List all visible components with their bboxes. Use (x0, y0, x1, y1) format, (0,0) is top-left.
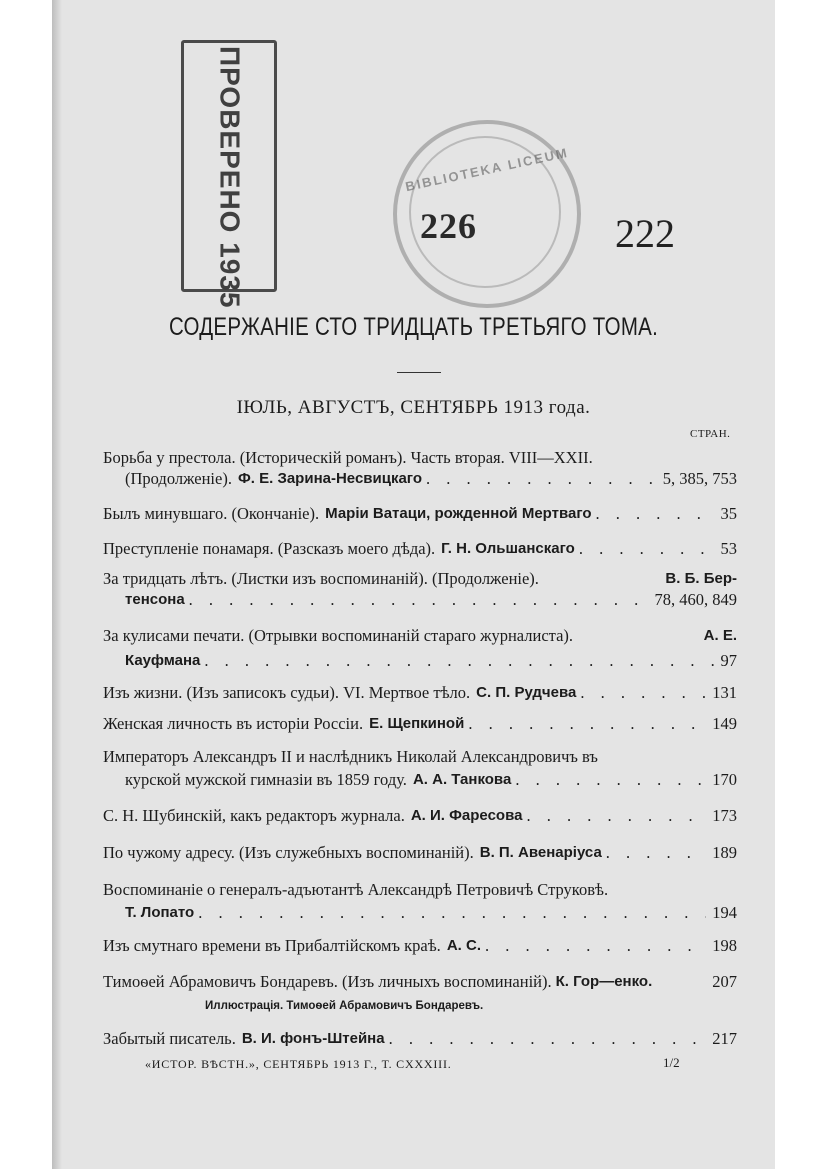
toc-entry-title: По чужому адресу. (Изъ служебныхъ воспоминаній). (103, 843, 474, 862)
toc-entry-author: Маріи Ватаци, рожденной Мертваго (325, 505, 592, 522)
toc-entry-title: Воспоминаніе о генералъ-адъютантѣ Александрѣ Петровичѣ Струковѣ. (103, 880, 609, 899)
toc-entry-pages: 173 (712, 806, 737, 825)
toc-entry-pages: 53 (720, 539, 737, 558)
toc-entry-title: Изъ смутнаго времени въ Прибалтійскомъ краѣ. (103, 936, 441, 955)
toc-entry-title: Тимоѳей Абрамовичъ Бондаревъ. (Изъ личныхъ воспоминаній). (103, 972, 552, 991)
leader-dots (575, 538, 715, 559)
leader-dots (385, 1028, 707, 1049)
toc-entry-author: В. Б. Бер- (665, 570, 737, 587)
illustration-note: Иллюстрація. Тимоѳей Абрамовичъ Бондаревъ. (205, 1000, 484, 1012)
toc-entry (103, 682, 737, 703)
toc-entry (103, 1028, 737, 1049)
toc-entry (103, 625, 737, 671)
toc-entry (103, 447, 737, 489)
leader-dots (592, 503, 715, 524)
toc-entry-author: В. И. фонъ-Штейна (241, 1030, 385, 1047)
toc-entry-pages: 198 (712, 936, 737, 955)
rectangular-stamp-text: ПРОВЕРЕНО 1935 (214, 46, 246, 309)
toc-entry (103, 971, 737, 992)
toc-entry-pages: 5, 385, 753 (662, 469, 737, 488)
toc-entry-title-cont: курской мужской гимназіи въ 1859 году. (125, 770, 407, 789)
toc-entry (103, 879, 737, 923)
toc-entry-title: Изъ жизни. (Изъ записокъ судьи). VI. Мертвое тѣло. (103, 683, 471, 702)
toc-entry-title: С. Н. Шубинскій, какъ редакторъ журнала. (103, 806, 405, 825)
toc-entry-title: За тридцать лѣтъ. (Листки изъ воспоминаній). (Продолженіе). (103, 569, 539, 588)
leader-dots (200, 650, 714, 671)
toc-entry-title: За кулисами печати. (Отрывки воспоминаній стараго журналиста). (103, 626, 574, 645)
toc-entry-author: Е. Щепкиной (369, 715, 465, 732)
toc-entry (103, 503, 737, 524)
leader-dots (464, 713, 706, 734)
toc-entry-pages: 207 (712, 972, 737, 991)
sheet-mark: 1/2 (663, 1055, 680, 1070)
toc-entry-author: К. Гор—енко. (555, 973, 653, 990)
toc-entry-title-cont: (Продолженіе). (125, 469, 232, 488)
leader-dots (185, 589, 649, 610)
toc-entry-title: Женская личность въ исторіи Россіи. (103, 714, 364, 733)
leader-dots (511, 769, 706, 790)
toc-entry-title: Императоръ Александръ II и наслѣдникъ Николай Александровичъ въ (103, 747, 598, 766)
toc-entry-title: Забытый писатель. (103, 1029, 236, 1048)
round-stamp-text: BIBLIOTEKA LICEUM (404, 144, 570, 195)
toc-entry-author: А. И. Фаресова (410, 807, 523, 824)
toc-entry-author: А. А. Танкова (412, 771, 512, 788)
rectangular-stamp (181, 40, 277, 309)
page-number: 222 (615, 211, 675, 256)
toc-entry-pages: 189 (712, 843, 737, 862)
toc-entry-author-cont: тенсона (125, 591, 185, 608)
toc-entry (103, 805, 737, 826)
leader-dots (194, 902, 706, 923)
toc-entry-pages: 217 (712, 1029, 737, 1048)
toc-entry (103, 713, 737, 734)
leader-dots (481, 935, 706, 956)
toc-entry-author: Ф. Е. Зарина-Несвицкаго (237, 470, 423, 487)
leader-dots (576, 682, 706, 703)
page-gutter-shadow (52, 0, 62, 1169)
issue-months: ІЮЛЬ, АВГУСТЪ, СЕНТЯБРЬ 1913 года. (236, 397, 591, 418)
toc-entry-author-cont: Кауфмана (125, 652, 201, 669)
leader-dots (522, 805, 706, 826)
toc-entry (103, 538, 737, 559)
struck-page-number: 226 (420, 206, 477, 246)
leader-dots (602, 842, 706, 863)
toc-entry-author: Т. Лопато (125, 904, 195, 921)
toc-entry-author: А. С. (446, 937, 481, 954)
title-divider (397, 372, 441, 373)
toc-entry (103, 568, 737, 610)
leader-dots (422, 468, 657, 489)
toc-entry-author: Г. Н. Ольшанскаго (441, 540, 575, 557)
toc-entry-pages: 97 (720, 651, 737, 670)
toc-entry (103, 746, 737, 790)
toc-entry-pages: 131 (712, 683, 737, 702)
toc-entry-author: С. П. Рудчева (476, 684, 577, 701)
toc-entry-author: В. П. Авенаріуса (479, 844, 602, 861)
toc-entry-pages: 78, 460, 849 (654, 590, 737, 609)
signature-line: «ИСТОР. ВѢСТН.», СЕНТЯБРЬ 1913 Г., Т. CXXXIII. (145, 1057, 452, 1071)
toc-entry-title: Былъ минувшаго. (Окончаніе). (103, 504, 320, 523)
toc-entry-author: А. Е. (703, 627, 737, 644)
toc-entry-pages: 194 (712, 903, 737, 922)
toc-entry (103, 842, 737, 863)
toc-entry-pages: 170 (712, 770, 737, 789)
toc-entry-pages: 149 (712, 714, 737, 733)
toc-entry (103, 935, 737, 956)
pages-column-label: СТРАН. (690, 428, 731, 440)
contents-title: СОДЕРЖАНІЕ СТО ТРИДЦАТЬ ТРЕТЬЯГО ТОМА. (168, 313, 659, 341)
toc-entry-pages: 35 (720, 504, 737, 523)
toc-entry-title: Борьба у престола. (Историческій романъ). Часть вторая. VIII—XXII. (103, 448, 593, 467)
toc-entry-title: Преступленіе понамаря. (Разсказъ моего дѣда). (103, 539, 436, 558)
